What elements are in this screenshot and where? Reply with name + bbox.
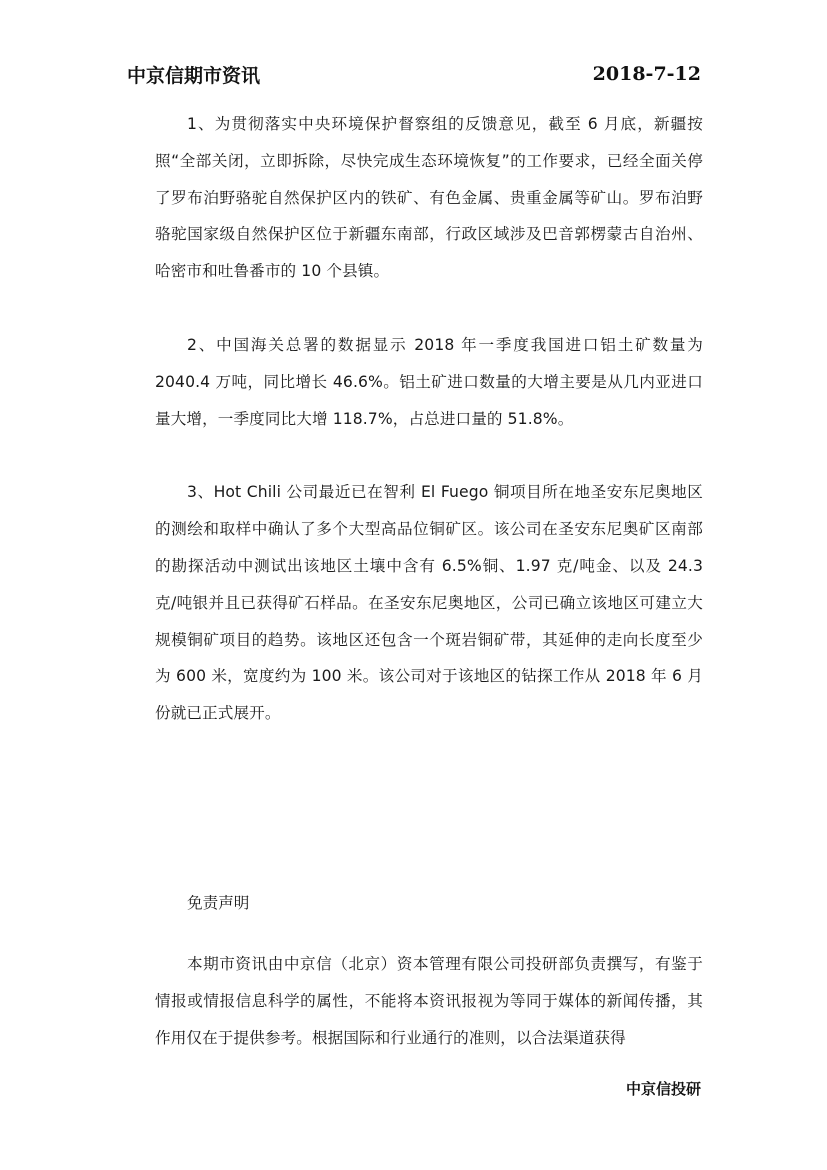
footer-label: 中京信投研 <box>625 1080 701 1098</box>
header-date: 2018-7-12 <box>592 63 701 85</box>
news-body <box>155 106 703 732</box>
news-item-2: 2、中国海关总署的数据显示 2018 年一季度我国进口铝土矿数量为 2040.4 万吨，同比增长 46.6%。铝土矿进口数量的大增主要是从几内亚进口量大增，一季度同比大增 118.7%，占总进口量的 51.8%。 <box>155 335 703 428</box>
news-item-3: 3、Hot Chili 公司最近已在智利 El Fuego 铜项目所在地圣安东尼奥地区的测绘和取样中确认了多个大型高品位铜矿区。该公司在圣安东尼奥矿区南部的勘探活动中测试出该地区土壤中含有 6.5%铜、1.97 克/吨金、以及 24.3 克/吨银并且已获得矿石样品。在圣安东尼奥地区，公司已确立该地区可建立大规模铜矿项目的趋势。该地区还包含一个斑岩铜矿带，其延伸的走向长度至少为 600 米，宽度约为 100 米。该公司对于该地区的钻探工作从 2018 年 6 月份就已正式展开。 <box>155 483 703 723</box>
header-title: 中京信期市资讯 <box>127 64 261 87</box>
disclaimer-title: 免责声明 <box>187 894 250 912</box>
news-item-1: 1、为贯彻落实中央环境保护督察组的反馈意见，截至 6 月底，新疆按照“全部关闭，立即拆除，尽快完成生态环境恢复”的工作要求，已经全面关停了罗布泊野骆驼自然保护区内的铁矿、有色金属、贵重金属等矿山。罗布泊野骆驼国家级自然保护区位于新疆东南部，行政区域涉及巴音郭楞蒙古自治州、哈密市和吐鲁番市的 10 个县镇。 <box>155 115 703 281</box>
disclaimer-section <box>155 946 703 1060</box>
page-header <box>127 58 701 90</box>
disclaimer-text: 本期市资讯由中京信（北京）资本管理有限公司投研部负责撰写，有鉴于情报或情报信息科学的属性，不能将本资讯报视为等同于媒体的新闻传播，其作用仅在于提供参考。根据国际和行业通行的准则，以合法渠道获得 <box>155 955 703 1047</box>
